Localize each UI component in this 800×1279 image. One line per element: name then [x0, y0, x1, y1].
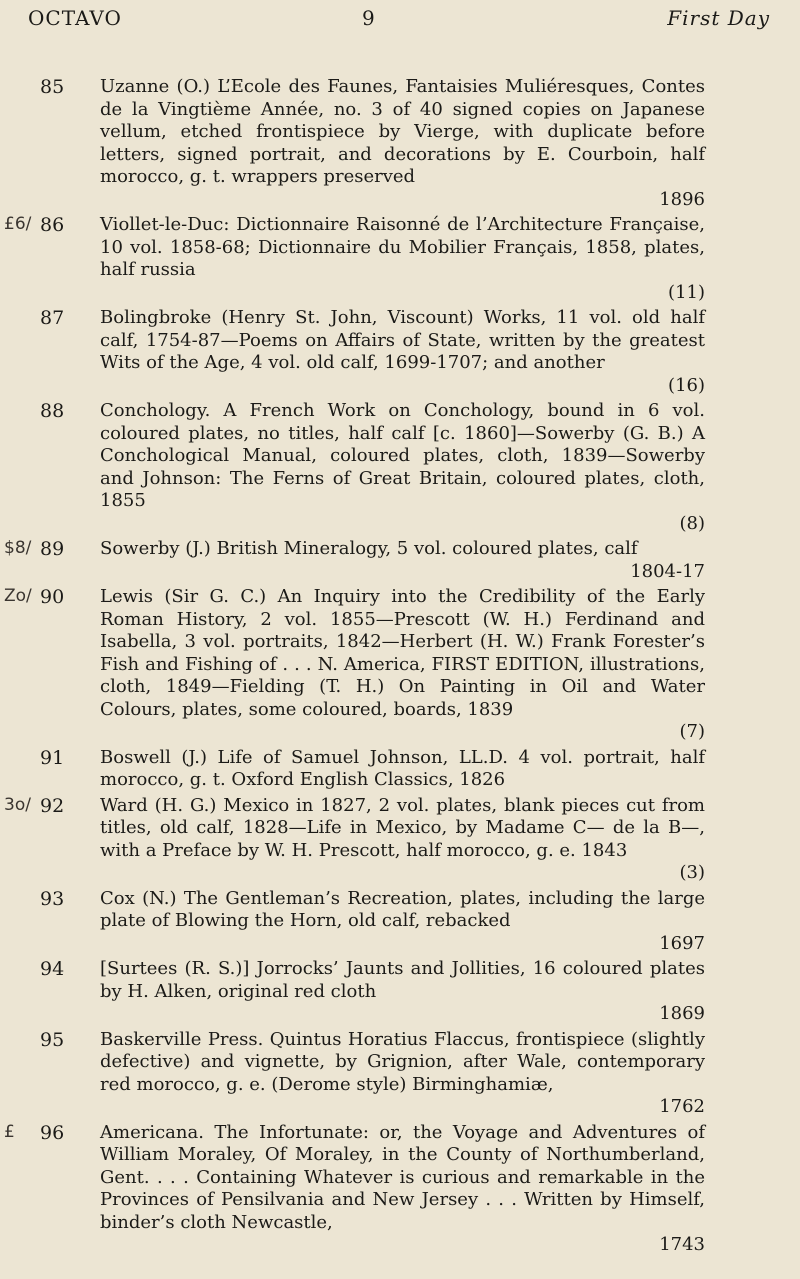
lot-date-or-count: 1896 — [659, 188, 705, 210]
lot-description: Viollet-le-Duc: Dictionnaire Raisonné de l’Architecture Française, 10 vol. 1858-68; Dictionnaire du Mobilier Français, 1858, plates, half russia — [100, 214, 705, 280]
lot-entry — [0, 1122, 800, 1257]
lot-description: Lewis (Sir G. C.) An Inquiry into the Credibility of the Early Roman History, 2 vol. 1855—Prescott (W. H.) Ferdinand and Isabella, 3 vol. portraits, 1842—Herbert (H. W.) Frank Forester’s Fish and Fishing of . . . N. America, FIRST EDITION, illustrations, cloth, 1849—Fielding (T. H.) On Painting in Oil and Water Colours, plates, some coloured, boards, 1839 — [100, 586, 705, 720]
lot-number: 92 — [40, 794, 65, 817]
lot-description: Sowerby (J.) British Mineralogy, 5 vol. coloured plates, calf — [100, 538, 638, 559]
handwritten-price-note: 3o/ — [4, 794, 31, 815]
lot-entry — [0, 214, 800, 304]
page-header — [0, 0, 800, 34]
lot-date-or-count: 1869 — [659, 1003, 705, 1024]
lot-number: 93 — [40, 887, 65, 910]
lot-entry — [0, 958, 800, 1026]
lot-entry — [0, 538, 800, 583]
lot-description: Conchology. A French Work on Conchology, bound in 6 vol. coloured plates, no titles, half calf [c. 1860]—Sowerby (G. B.) A Conchological Manual, coloured plates, cloth, 1839—Sowerby and Johnson: The Ferns of Great Britain, coloured plates, cloth, 1855 — [100, 400, 705, 511]
lot-description: [Surtees (R. S.)] Jorrocks’ Jaunts and Jollities, 16 coloured plates by H. Alken, original red cloth — [100, 958, 705, 1002]
lot-entry — [0, 795, 800, 885]
handwritten-price-note: $8/ — [4, 538, 32, 558]
lot-entry — [0, 400, 800, 535]
lot-date-or-count: (7) — [679, 721, 705, 742]
lot-description: Ward (H. G.) Mexico in 1827, 2 vol. plates, blank pieces cut from titles, old calf, 1828—Life in Mexico, by Madame C— de la B—, with a Preface by W. H. Prescott, half morocco, g. e. 1843 — [100, 794, 705, 861]
handwritten-price-note: Zo/ — [4, 586, 32, 606]
lot-date-or-count: (3) — [679, 862, 705, 883]
lot-date-or-count: (11) — [668, 281, 705, 303]
handwritten-price-note: £ — [4, 1121, 15, 1142]
lot-entry — [0, 888, 800, 956]
lot-entry — [0, 1029, 800, 1119]
lot-number: 91 — [40, 746, 65, 769]
lot-number: 88 — [40, 400, 65, 422]
lot-number: 86 — [40, 214, 65, 236]
lot-entry — [0, 76, 800, 211]
lot-description: Americana. The Infortunate: or, the Voyage and Adventures of William Moraley, Of Moraley, in the County of Northumberland, Gent. . . . Containing Whatever is curious and remarkable in the Provinces of Pensilvania and New Jersey . . . Written by Himself, binder’s cloth Newcastle, — [100, 1121, 705, 1233]
lot-date-or-count: (8) — [679, 512, 705, 534]
lot-description: Bolingbroke (Henry St. John, Viscount) Works, 11 vol. old half calf, 1754-87—Poems on Affairs of State, written by the greatest Wits of the Age, 4 vol. old calf, 1699-1707; and another — [100, 307, 705, 373]
lot-entry — [0, 586, 800, 744]
lot-entry — [0, 747, 800, 792]
lot-description: Baskerville Press. Quintus Horatius Flaccus, frontispiece (slightly defective) and vignette, by Grignion, after Wale, contemporary red morocco, g. e. (Derome style) Birminghamiæ, — [100, 1028, 705, 1095]
header-left: OCTAVO — [28, 6, 122, 30]
lot-number: 90 — [40, 586, 65, 608]
lot-number: 95 — [40, 1028, 65, 1051]
lot-entry — [0, 307, 800, 397]
lot-description: Cox (N.) The Gentleman’s Recreation, plates, including the large plate of Blowing the Horn, old calf, rebacked — [100, 887, 705, 931]
lot-date-or-count: (16) — [668, 374, 705, 396]
lot-number: 87 — [40, 307, 65, 329]
lot-date-or-count: 1743 — [659, 1234, 705, 1255]
lot-number: 85 — [40, 76, 65, 98]
lot-list — [0, 76, 800, 1260]
handwritten-price-note: £6/ — [4, 214, 32, 234]
lot-date-or-count: 1804-17 — [630, 560, 705, 582]
lot-number: 89 — [40, 538, 65, 560]
header-right: First Day — [667, 6, 770, 30]
lot-description: Boswell (J.) Life of Samuel Johnson, LL.D. 4 vol. portrait, half morocco, g. t. Oxford English Classics, 1826 — [100, 746, 705, 790]
lot-number: 96 — [40, 1121, 65, 1144]
lot-description: Uzanne (O.) L’Ecole des Faunes, Fantaisies Muliéresques, Contes de la Vingtième Année, no. 3 of 40 signed copies on Japanese vellum, etched frontispiece by Vierge, with duplicate before letters, signed portrait, and decorations by E. Courboin, half morocco, g. t. wrappers preserved — [100, 76, 705, 187]
lot-date-or-count: 1697 — [659, 932, 705, 954]
lot-date-or-count: 1762 — [659, 1096, 705, 1117]
page-number: 9 — [362, 6, 376, 30]
lot-number: 94 — [40, 958, 65, 980]
